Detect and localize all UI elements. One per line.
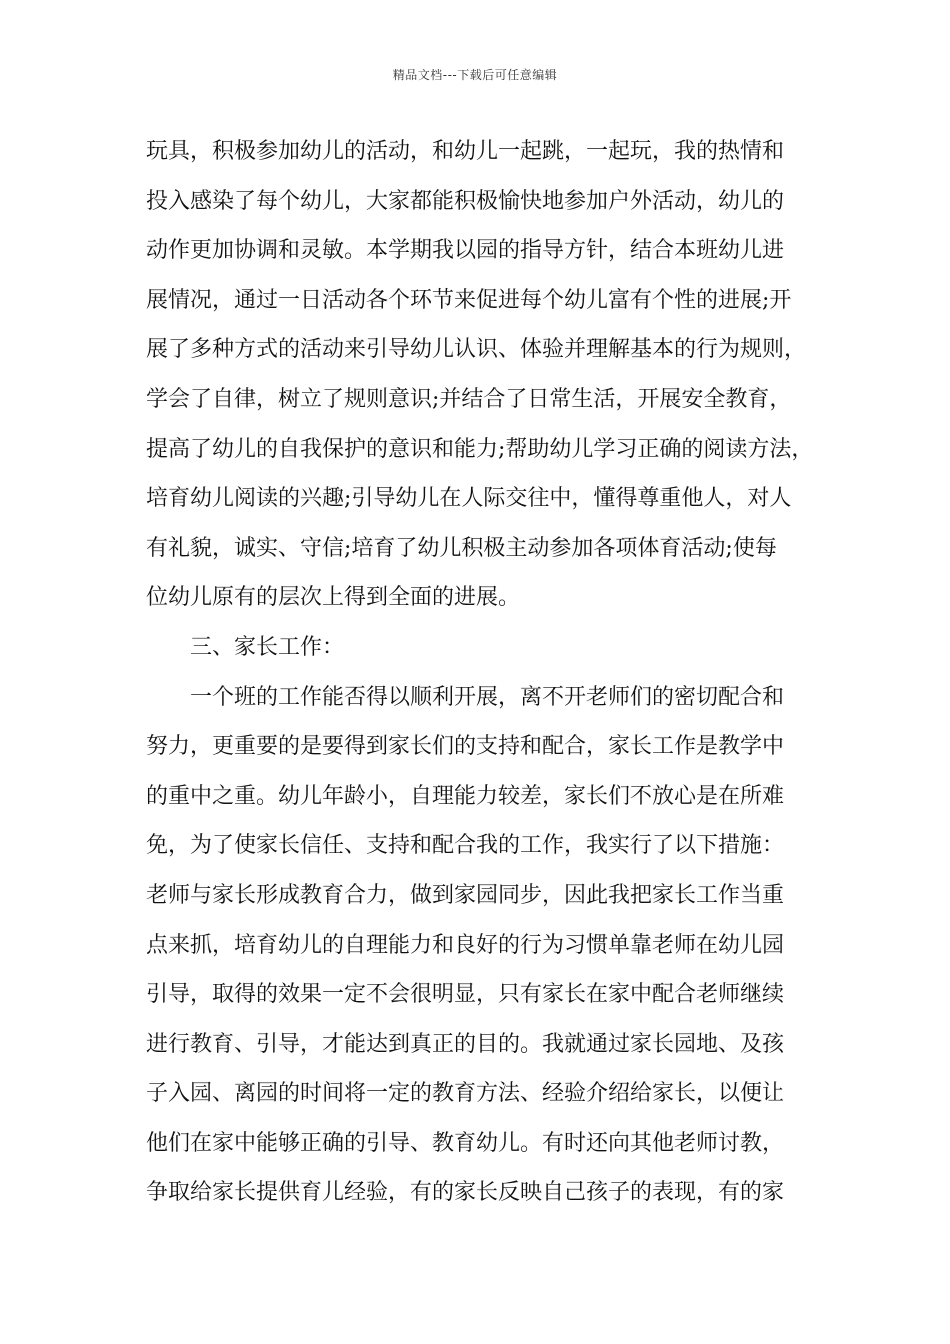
paragraph-line: 玩具，积极参加幼儿的活动，和幼儿一起跳，一起玩，我的热情和 bbox=[146, 139, 785, 164]
paragraph-line: 争取给家长提供育儿经验，有的家长反映自己孩子的表现，有的家 bbox=[146, 1180, 785, 1206]
paragraph-line: 动作更加协调和灵敏。本学期我以园的指导方针，结合本班幼儿进 bbox=[146, 238, 785, 264]
paragraph-line: 点来抓，培育幼儿的自理能力和良好的行为习惯单靠老师在幼儿园 bbox=[146, 932, 785, 958]
paragraph-line: 有礼貌，诚实、守信;培育了幼儿积极主动参加各项体育活动;使每 bbox=[146, 535, 777, 561]
paragraph-line: 位幼儿原有的层次上得到全面的进展。 bbox=[146, 585, 521, 611]
paragraph-line: 展了多种方式的活动来引导幼儿认识、体验并理解基本的行为规则， bbox=[146, 337, 807, 363]
paragraph-line: 培育幼儿阅读的兴趣;引导幼儿在人际交往中，懂得尊重他人，对人 bbox=[146, 486, 792, 512]
paragraph-line: 免，为了使家长信任、支持和配合我的工作，我实行了以下措施： bbox=[146, 833, 785, 859]
paragraph-line: 老师与家长形成教育合力，做到家园同步，因此我把家长工作当重 bbox=[146, 882, 785, 908]
page-header: 精品文档---下载后可任意编辑 bbox=[392, 68, 558, 82]
paragraph-line: 引导，取得的效果一定不会很明显，只有家长在家中配合老师继续 bbox=[146, 982, 785, 1008]
paragraph-line: 进行教育、引导，才能达到真正的目的。我就通过家长园地、及孩 bbox=[146, 1031, 785, 1057]
paragraph-line: 提高了幼儿的自我保护的意识和能力;帮助幼儿学习正确的阅读方法， bbox=[146, 436, 814, 462]
paragraph-line: 他们在家中能够正确的引导、教育幼儿。有时还向其他老师讨教， bbox=[146, 1130, 785, 1156]
section-heading: 三、家长工作： bbox=[190, 634, 345, 660]
paragraph-line: 展情况，通过一日活动各个环节来促进每个幼儿富有个性的进展;开 bbox=[146, 287, 792, 313]
paragraph-line: 投入感染了每个幼儿，大家都能积极愉快地参加户外活动，幼儿的 bbox=[146, 188, 785, 214]
document-body bbox=[146, 130, 826, 1221]
paragraph-line: 努力，更重要的是要得到家长们的支持和配合，家长工作是教学中 bbox=[146, 734, 785, 760]
paragraph-line: 的重中之重。幼儿年龄小，自理能力较差，家长们不放心是在所难 bbox=[146, 783, 785, 809]
paragraph-line: 一个班的工作能否得以顺利开展，离不开老师们的密切配合和 bbox=[190, 684, 785, 710]
paragraph-line: 子入园、离园的时间将一定的教育方法、经验介绍给家长，以便让 bbox=[146, 1081, 785, 1107]
paragraph-line: 学会了自律，树立了规则意识;并结合了日常生活，开展安全教育， bbox=[146, 386, 792, 412]
